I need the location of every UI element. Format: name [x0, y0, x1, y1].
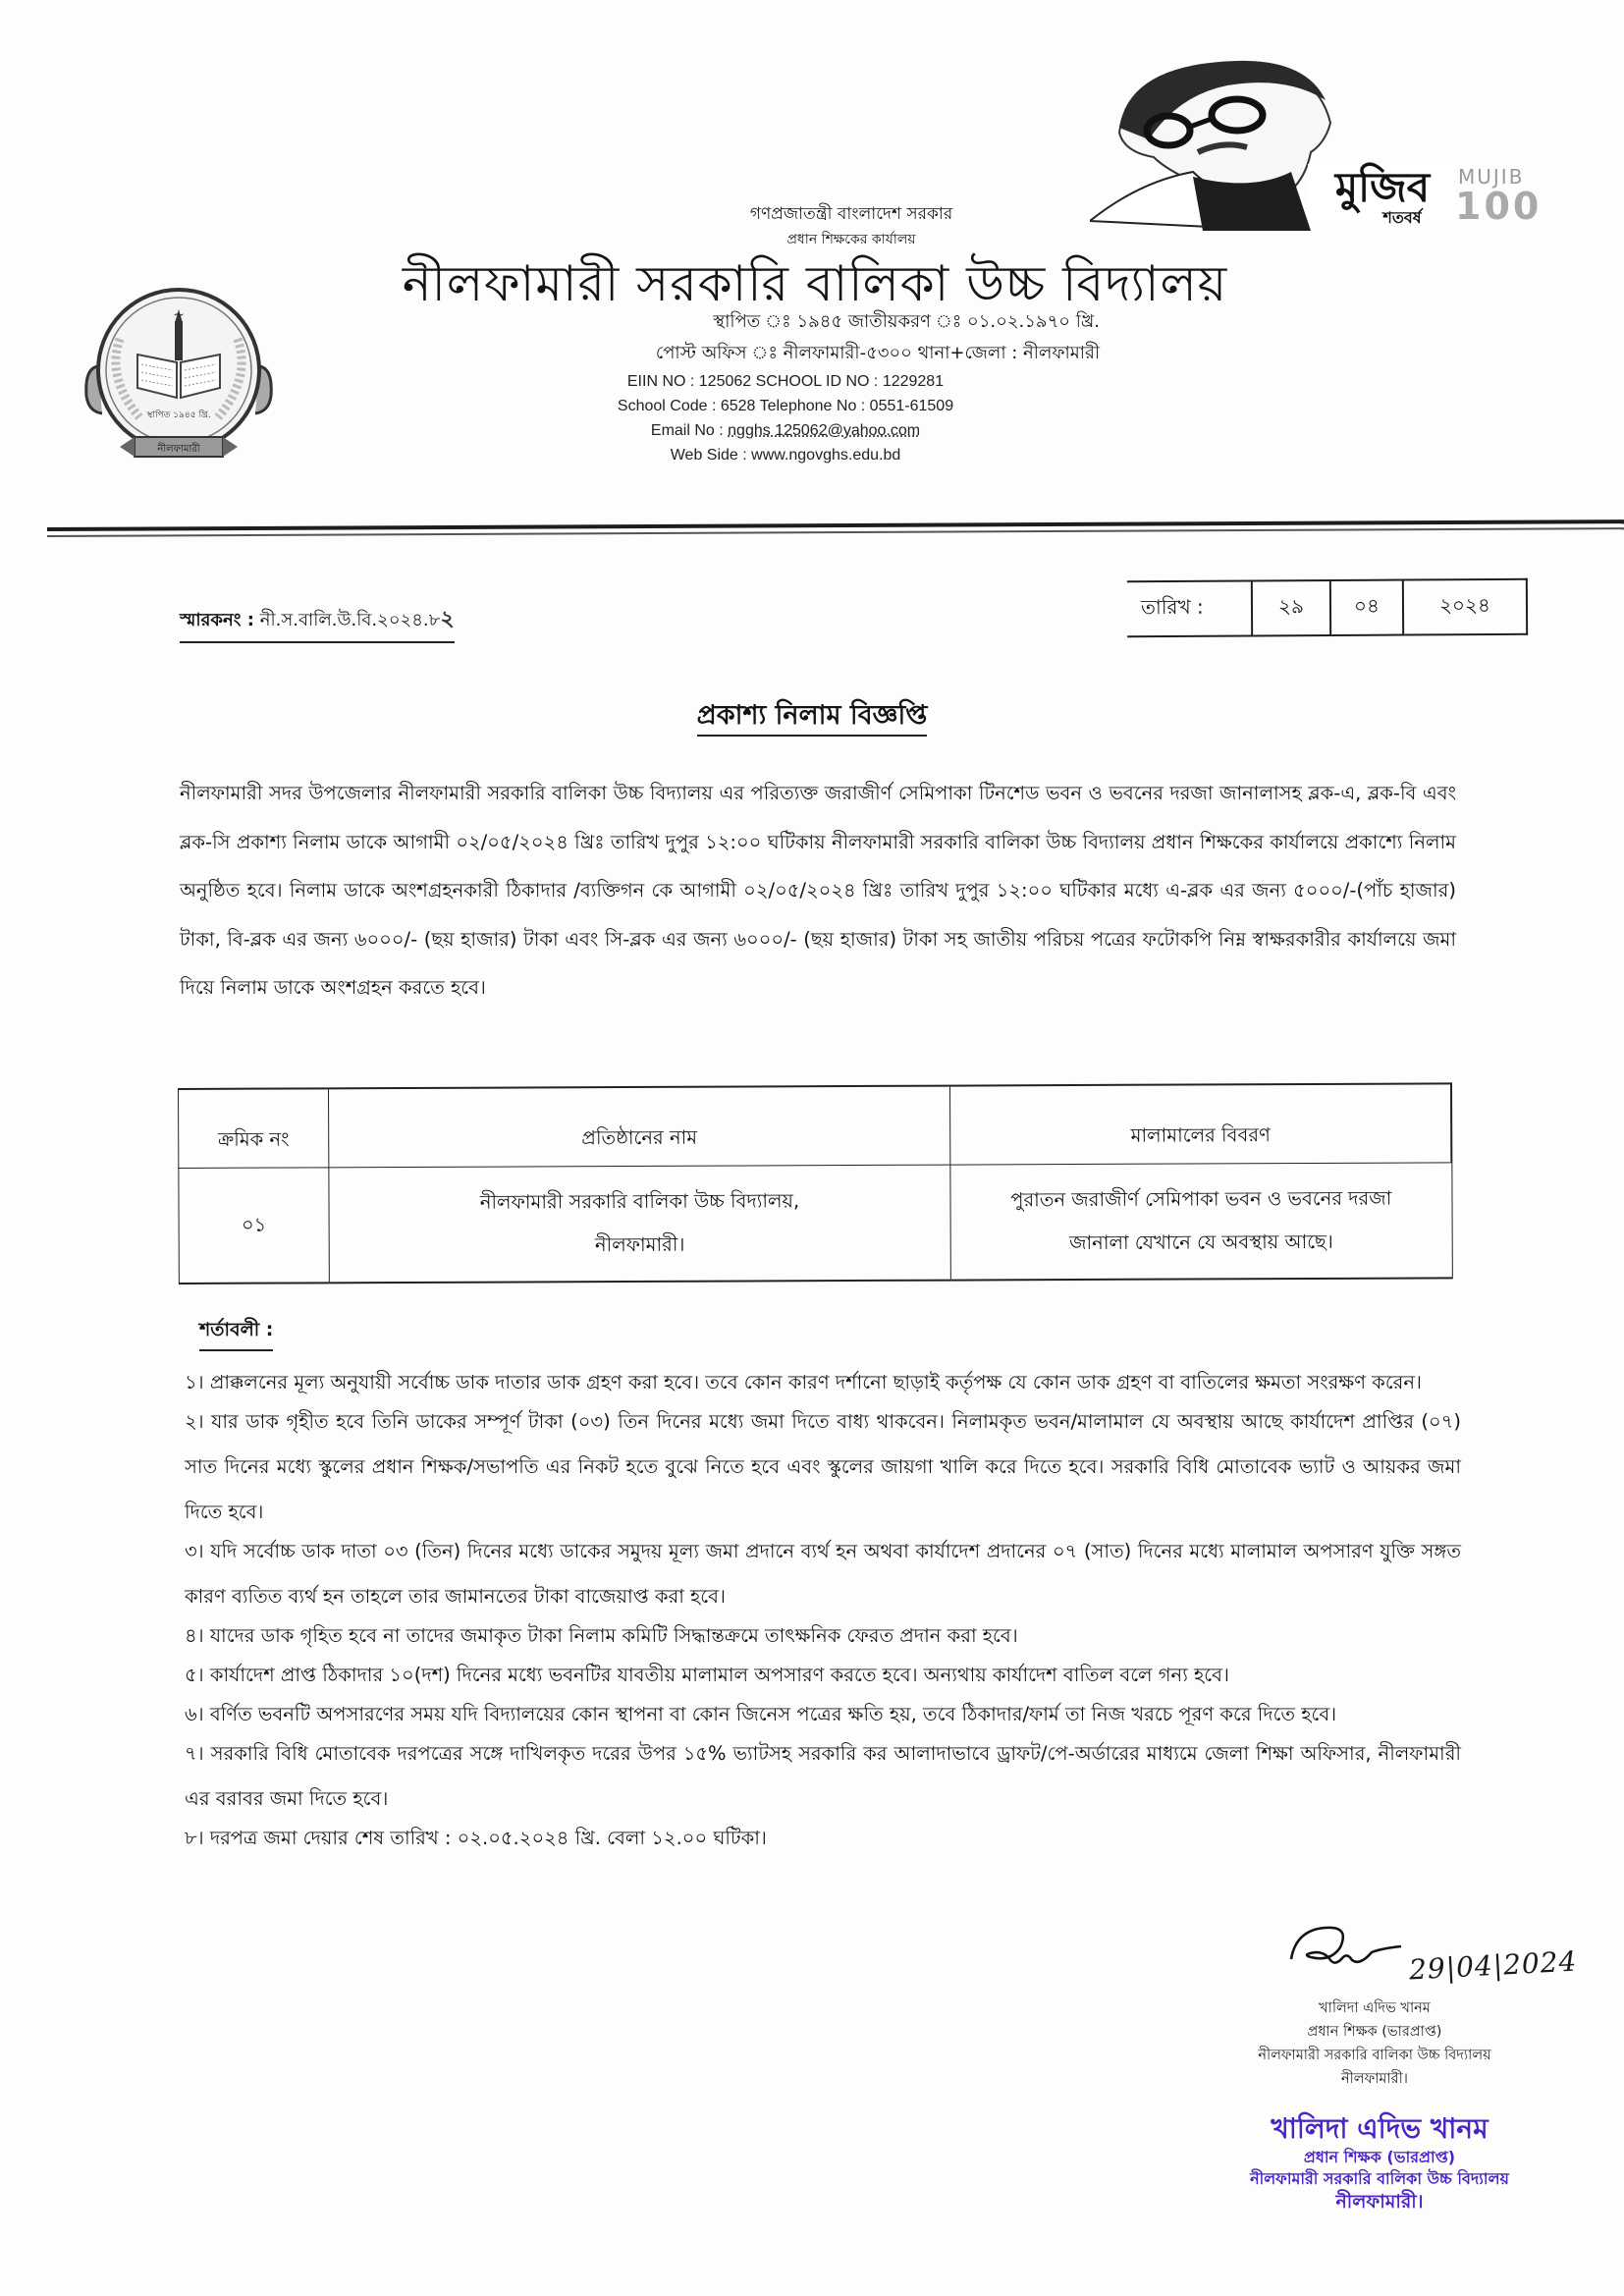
row-description: [950, 1163, 1452, 1281]
memo-suffix: ২: [440, 607, 455, 631]
header-description: মালামালের বিবরণ: [949, 1083, 1451, 1165]
notice-title: প্রকাশ্য নিলাম বিজ্ঞপ্তি: [697, 700, 928, 737]
condition-item: ৭। সরকারি বিধি মোতাবেক দরপত্রের সঙ্গে দাখিলকৃত দরের উপর ১৫% ভ্যাটসহ সরকারি কর আলাদাভাবে ড্রাফট/পে-অর্ডারের মাধ্যমে জেলা শিক্ষা অফিসার, নীলফামারী এর বরাবর জমা দিতে হবে।: [185, 1742, 1461, 1810]
description-line-1: পুরাতন জরাজীর্ণ সেমিপাকা ভবন ও ভবনের দরজা: [1010, 1186, 1392, 1212]
memo-number: [180, 602, 455, 643]
stamp-institution: নীলফামারী সরকারি বালিকা উচ্চ বিদ্যালয়: [1250, 2169, 1509, 2188]
condition-item: ২। যার ডাক গৃহীত হবে তিনি ডাকের সম্পূর্ণ টাকা (০৩) তিন দিনের মধ্যে জমা দিতে বাধ্য থাকবেন। নিলামকৃত ভবন/মালামাল যে অবস্থায় আছে কার্যাদেশ প্রাপ্তির (০৭) সাত দিনের মধ্যে স্কুলের প্রধান শিক্ষক/সভাপতি এর নিকট হতে বুঝে নিতে হবে এবং স্কুলের জায়গা খালি করে দিতে হবে। সরকারি বিধি মোতাবেক ভ্যাট ও আয়কর জমা দিতে হবে।: [185, 1410, 1461, 1523]
condition-item: ৮। দরপত্র জমা দেয়ার শেষ তারিখ : ০২.০৫.২০২৪ খ্রি. বেলা ১২.০০ ঘটিকা।: [185, 1827, 767, 1849]
signatory-district: নীলফামারী।: [1341, 2071, 1408, 2087]
row-institution: [329, 1165, 951, 1283]
mujib-num-text: 100: [1455, 185, 1543, 228]
condition-item: ৬। বর্ণিত ভবনটি অপসারণের সময় যদি বিদ্যালয়ের কোন স্থাপনা বা কোন জিনেস পত্রের ক্ষতি হয়, তবে ঠিকাদার/ফার্ম তা নিজ খরচে পূরণ করে দিতে হবে।: [185, 1703, 1337, 1725]
signature-icon: [1286, 1920, 1404, 1979]
email-link[interactable]: ngghs 125062@yahoo.com: [728, 422, 921, 439]
conditions-heading: শর্তাবলী :: [199, 1316, 273, 1351]
signature-date: 29|04|2024: [1408, 1944, 1579, 1987]
institution-line-1: নীলফামারী সরকারি বালিকা উচ্চ বিদ্যালয়,: [479, 1189, 800, 1214]
signatory-name: খালিদা এদিভ খানম: [1319, 2000, 1431, 2016]
conditions-list: [185, 1360, 1461, 1855]
website-line: Web Side : www.ngovghs.edu.bd: [670, 447, 901, 464]
email-line: [569, 422, 1001, 440]
logo-ribbon-text: নীলফামারী: [157, 444, 200, 455]
header-institution: প্রতিষ্ঠানের নাম: [329, 1086, 950, 1168]
eiin-line: EIIN NO : 125062 SCHOOL ID NO : 1229281: [626, 373, 945, 390]
logo-year-text: স্থাপিত ১৯৪৫ খ্রি.: [146, 410, 211, 420]
notice-title-wrap: [0, 695, 1624, 739]
date-year: ২০২৪: [1403, 579, 1527, 635]
office-name: প্রধান শিক্ষকের কার্যালয়: [786, 232, 916, 247]
header-serial: ক্রমিক নং: [179, 1088, 329, 1168]
condition-item: ১। প্রাক্কলনের মূল্য অনুযায়ী সর্বোচ্চ ডাক দাতার ডাক গ্রহণ করা হবে। তবে কোন কারণ দর্শানো ছাড়াই কর্তৃপক্ষ যে কোন ডাক গ্রহণ বা বাতিলের ক্ষমতা সংরক্ষণ করেন।: [185, 1371, 1423, 1394]
signatory-designation: প্রধান শিক্ষক (ভারপ্রাপ্ত): [1307, 2024, 1442, 2040]
notice-body: নীলফামারী সদর উপজেলার নীলফামারী সরকারি বালিকা উচ্চ বিদ্যালয় এর পরিত্যক্ত জরাজীর্ণ সেমিপাকা টিনশেড ভবন ও ভবনের দরজা জানালাসহ ব্লক-এ, ব্লক-বি এবং ব্লক-সি প্রকাশ্য নিলাম ডাকে আগামী ০২/০৫/২০২৪ খ্রিঃ তারিখ দুপুর ১২:০০ ঘটিকায় নীলফামারী সরকারি বালিকা উচ্চ বিদ্যালয় প্রধান শিক্ষকের কার্যালয়ে প্রকাশ্যে নিলাম অনুষ্ঠিত হবে। নিলাম ডাকে অংশগ্রহনকারী ঠিকাদার /ব্যক্তিগন কে আগামী ০২/০৫/২০২৪ খ্রিঃ তারিখ দুপুর ১২:০০ ঘটিকার মধ্যে এ-ব্লক এর জন্য ৫০০০/-(পাঁচ হাজার) টাকা, বি-ব্লক এর জন্য ৬০০০/- (ছয় হাজার) টাকা এবং সি-ব্লক এর জন্য ৬০০০/- (ছয় হাজার) টাকা সহ জাতীয় পরিচয় পত্রের ফটোকপি নিম্ন স্বাক্ষরকারীর কার্যালয়ে জমা দিয়ে নিলাম ডাকে অংশগ্রহন করতে হবে।: [180, 782, 1456, 999]
stamp-name: খালিদা এদিভ খানম: [1271, 2112, 1489, 2145]
date-month: ০৪: [1330, 580, 1403, 635]
school-logo-icon: [81, 280, 277, 476]
stamp-district: নীলফামারী।: [1335, 2191, 1424, 2213]
date-box: [1127, 578, 1528, 637]
government-name: গণপ্রজাতন্ত্রী বাংলাদেশ সরকার: [749, 204, 953, 224]
stamp-designation: প্রধান শিক্ষক (ভারপ্রাপ্ত): [1303, 2148, 1456, 2166]
table-row: [179, 1163, 1452, 1284]
row-serial: ০১: [179, 1168, 330, 1284]
email-label: Email No :: [650, 422, 729, 439]
official-seal-stamp: [1218, 2111, 1542, 2214]
condition-item: ৫। কার্যাদেশ প্রাপ্ত ঠিকাদার ১০(দশ) দিনের মধ্যে ভবনটির যাবতীয় মালামাল অপসারণ করতে হবে। অন্যথায় কার্যাদেশ বাতিল বলে গন্য হবে।: [185, 1664, 1229, 1686]
date-label: তারিখ :: [1127, 580, 1252, 636]
post-office-line: পোস্ট অফিস ঃ নীলফামারী-৫৩০০ থানা+জেলা : নীলফামারী: [655, 343, 1100, 363]
condition-item: ৩। যদি সর্বোচ্চ ডাক দাতা ০৩ (তিন) দিনের মধ্যে ডাকের সমুদয় মূল্য জমা প্রদানে ব্যর্থ হন অথবা কার্যাদেশ প্রদানের ০৭ (সাত) দিনের মধ্যে মালামাল অপসারণ যুক্তি সঙ্গত কারণ ব্যতিত ব্যর্থ হন তাহলে তার জামানতের টাকা বাজেয়াপ্ত করা হবে।: [185, 1540, 1461, 1608]
institution-line-2: নীলফামারী।: [594, 1232, 685, 1257]
auction-items-table: [178, 1082, 1453, 1285]
mujib-bn-text: মুজিব: [1334, 163, 1431, 211]
date-day: ২৯: [1252, 580, 1330, 635]
signatory-institution: নীলফামারী সরকারি বালিকা উচ্চ বিদ্যালয়: [1258, 2048, 1491, 2063]
school-code-line: School Code : 6528 Telephone No : 0551-61509: [617, 398, 954, 414]
memo-value: নী.স.বালি.উ.বি.২০২৪.৮: [259, 610, 441, 630]
established-line: স্থাপিত ঃ ১৯৪৫ জাতীয়করণ ঃ ০১.০২.১৯৭০ খ্রি.: [713, 311, 1100, 332]
mujib-bn-sub-text: শতবর্ষ: [1382, 208, 1422, 227]
signature-block: [1218, 1996, 1532, 2091]
table-header-row: [179, 1083, 1452, 1168]
memo-label: স্মারকনং :: [180, 610, 254, 630]
svg-text:~: ~: [173, 307, 185, 323]
school-name: নীলফামারী সরকারি বালিকা উচ্চ বিদ্যালয়: [402, 255, 1228, 312]
condition-item: ৪। যাদের ডাক গৃহিত হবে না তাদের জমাকৃত টাকা নিলাম কমিটি সিদ্ধান্তক্রমে তাৎক্ষনিক ফেরত প্রদান করা হবে।: [185, 1624, 1018, 1647]
mujib-en-text: MUJIB: [1458, 165, 1525, 189]
description-line-2: জানালা যেখানে যে অবস্থায় আছে।: [1069, 1230, 1333, 1255]
